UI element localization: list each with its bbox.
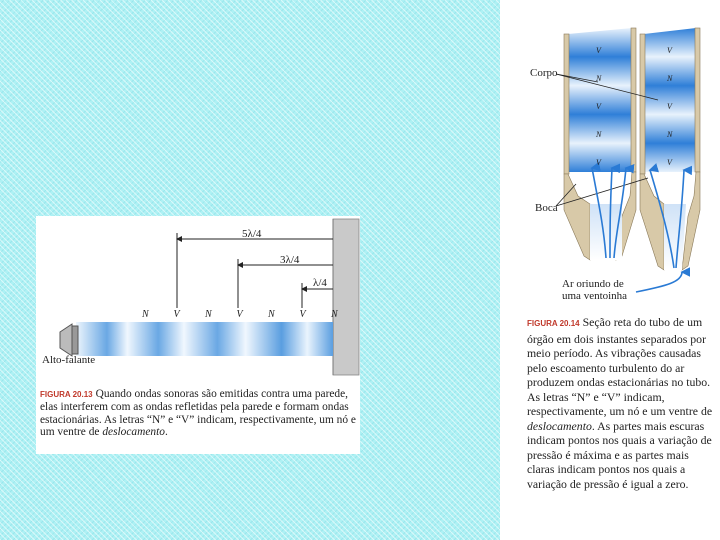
- node-labels: [141, 309, 339, 320]
- node-label: N: [268, 309, 275, 320]
- figure-20-13-caption: FIGURA 20.13 Quando ondas sonoras são emitidas contra uma parede, elas interferem com as ondas refletidas pela parede e formam ondas estacionárias. As letras “N” e “V” indicam, respectivamente, um nó e um ventre de deslocamento.: [40, 388, 356, 439]
- pipe-label: V: [596, 158, 601, 167]
- label-air-source: Ar oriundo de uma ventoinha: [562, 278, 628, 302]
- pipe-label: N: [667, 74, 673, 83]
- label-mouth: Boca: [535, 202, 558, 214]
- label-5l4: 5λ/4: [242, 228, 262, 240]
- node-label: N: [331, 309, 338, 320]
- pipe-label: V: [596, 46, 601, 55]
- pipe-label: N: [596, 130, 602, 139]
- pipe-right: [640, 28, 700, 270]
- figure-20-14-caption: FIGURA 20.14 Seção reta do tubo de um órgão em dois instantes separados por meio período. As vibrações causadas pelo escoamento turbulento do ar produzem ondas estacionárias no tubo. As letras “N” e “V” indicam, respectivamente, um nó e um ventre de deslocamento. As partes mais escuras indicam pontos nos quais a variação de pressão é máxima e as partes mais claras indicam pontos nos quais a variação de pressão é igual a zero.: [527, 315, 713, 491]
- pipe-label: V: [667, 158, 672, 167]
- pipe-label: N: [667, 130, 673, 139]
- pipe-label: N: [596, 74, 602, 83]
- node-label: V: [173, 309, 180, 320]
- pipe-label: V: [596, 102, 601, 111]
- label-body: Corpo: [530, 67, 558, 79]
- label-l4: λ/4: [313, 277, 327, 289]
- pipe-left: [564, 28, 636, 260]
- pipe-label: V: [667, 102, 672, 111]
- figure-20-13: [36, 216, 360, 454]
- sound-wave-band: [76, 322, 333, 356]
- wall: [333, 219, 359, 375]
- figure-number: FIGURA 20.14: [527, 319, 580, 328]
- node-label: V: [236, 309, 243, 320]
- node-label: V: [299, 309, 306, 320]
- node-label: N: [142, 309, 149, 320]
- figure-20-14-diagram: [526, 20, 720, 305]
- node-label: N: [205, 309, 212, 320]
- speaker-label: Alto-falante: [42, 354, 96, 366]
- figure-number: FIGURA 20.13: [40, 390, 93, 399]
- pipe-label: V: [667, 46, 672, 55]
- label-3l4: 3λ/4: [280, 254, 300, 266]
- speaker-icon: [60, 324, 72, 356]
